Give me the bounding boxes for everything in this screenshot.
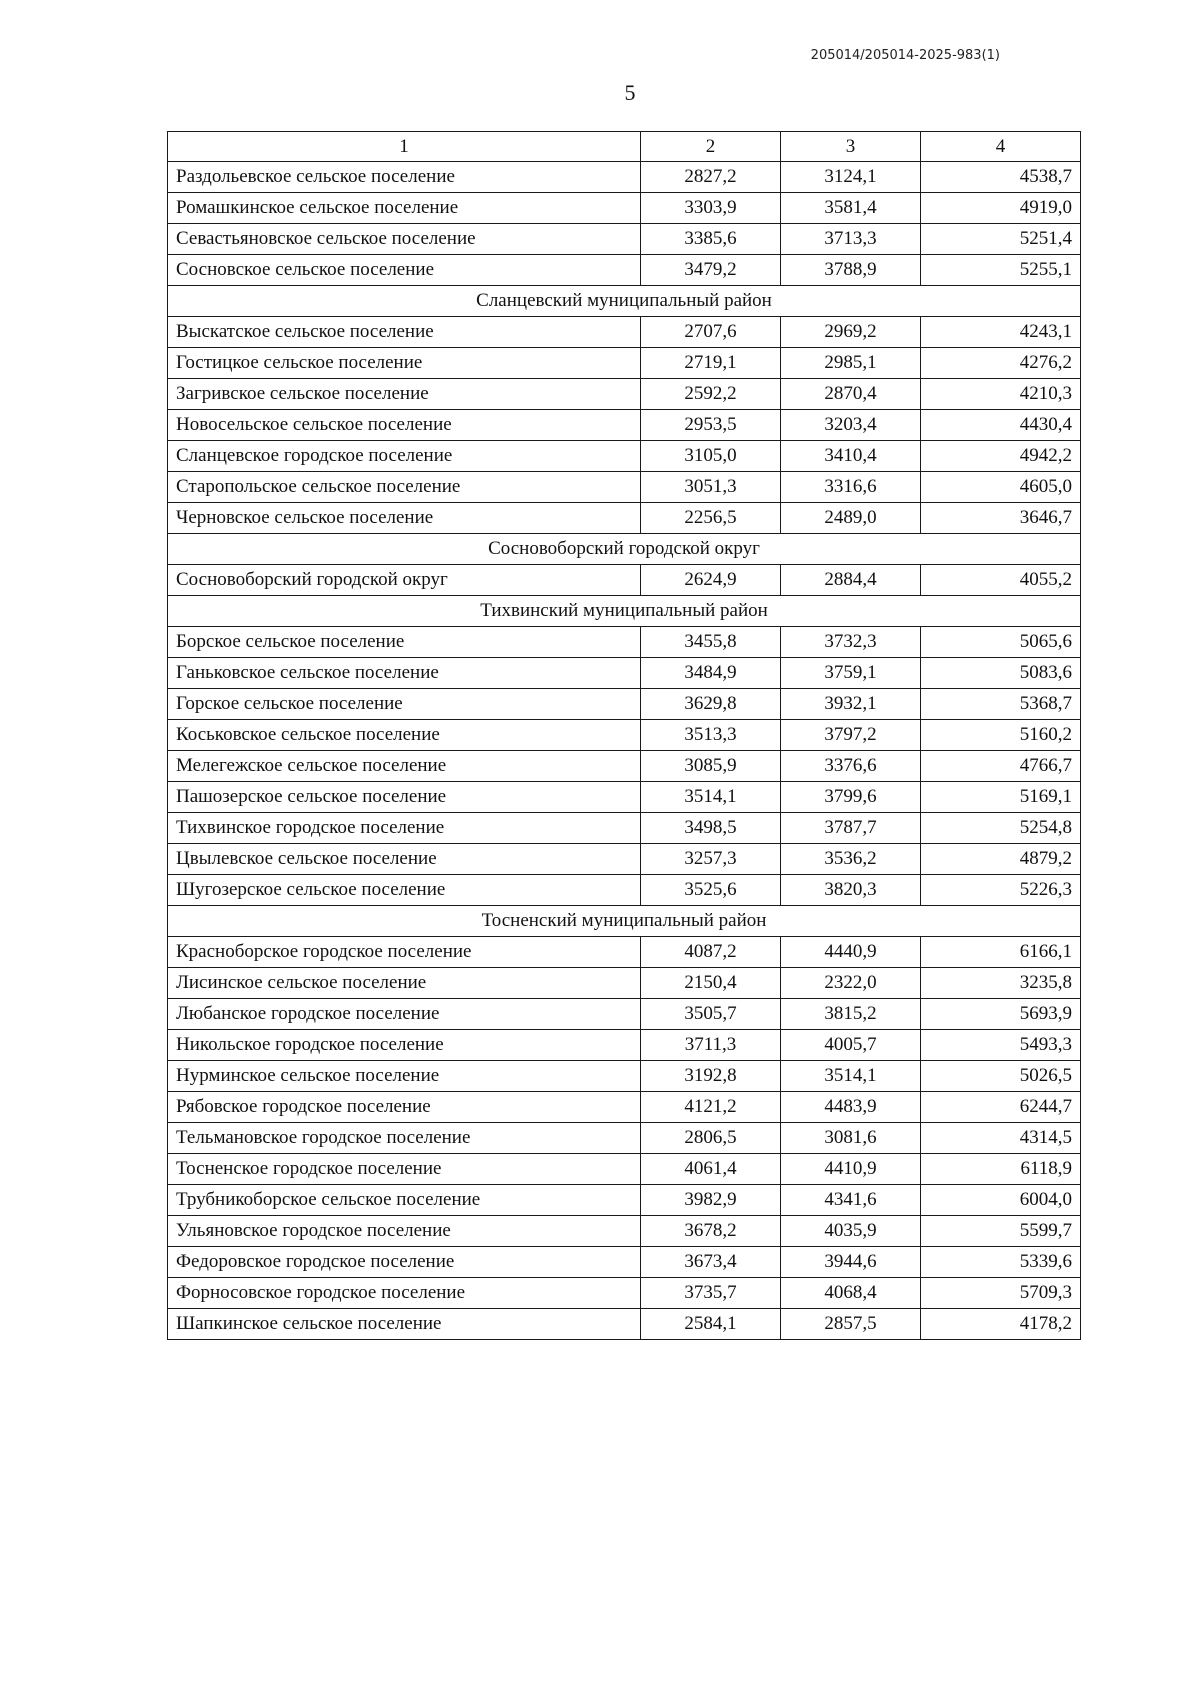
cell-value-col2: 3525,6 (641, 875, 781, 906)
cell-value-col2: 3735,7 (641, 1278, 781, 1309)
cell-value-col2: 3479,2 (641, 255, 781, 286)
cell-value-col2: 3257,3 (641, 844, 781, 875)
cell-value-col4: 5709,3 (921, 1278, 1081, 1309)
cell-value-col3: 2857,5 (781, 1309, 921, 1340)
cell-value-col4: 4243,1 (921, 317, 1081, 348)
cell-value-col4: 4766,7 (921, 751, 1081, 782)
cell-settlement-name: Сосновское сельское поселение (168, 255, 641, 286)
section-header-row (168, 906, 1081, 937)
cell-settlement-name: Шапкинское сельское поселение (168, 1309, 641, 1340)
cell-settlement-name: Гостицкое сельское поселение (168, 348, 641, 379)
cell-settlement-name: Коськовское сельское поселение (168, 720, 641, 751)
cell-value-col2: 3514,1 (641, 782, 781, 813)
cell-value-col4: 5083,6 (921, 658, 1081, 689)
cell-value-col2: 3678,2 (641, 1216, 781, 1247)
cell-value-col3: 3203,4 (781, 410, 921, 441)
cell-value-col2: 2806,5 (641, 1123, 781, 1154)
section-title: Тосненский муниципальный район (168, 906, 1081, 937)
cell-settlement-name: Лисинское сельское поселение (168, 968, 641, 999)
page-number: 5 (624, 80, 636, 105)
table-row (168, 1123, 1081, 1154)
cell-value-col3: 3713,3 (781, 224, 921, 255)
cell-settlement-name: Тихвинское городское поселение (168, 813, 641, 844)
cell-value-col3: 4410,9 (781, 1154, 921, 1185)
table-row (168, 658, 1081, 689)
cell-value-col2: 3505,7 (641, 999, 781, 1030)
cell-settlement-name: Севастьяновское сельское поселение (168, 224, 641, 255)
cell-value-col3: 3316,6 (781, 472, 921, 503)
cell-value-col2: 4121,2 (641, 1092, 781, 1123)
section-title: Сосновоборский городской округ (168, 534, 1081, 565)
cell-settlement-name: Шугозерское сельское поселение (168, 875, 641, 906)
cell-value-col4: 6004,0 (921, 1185, 1081, 1216)
cell-value-col4: 4538,7 (921, 162, 1081, 193)
cell-value-col4: 4210,3 (921, 379, 1081, 410)
cell-value-col3: 3410,4 (781, 441, 921, 472)
cell-value-col2: 3711,3 (641, 1030, 781, 1061)
section-header-row (168, 534, 1081, 565)
cell-value-col2: 2584,1 (641, 1309, 781, 1340)
cell-value-col3: 3514,1 (781, 1061, 921, 1092)
cell-value-col4: 4178,2 (921, 1309, 1081, 1340)
cell-settlement-name: Борское сельское поселение (168, 627, 641, 658)
cell-value-col3: 2969,2 (781, 317, 921, 348)
cell-settlement-name: Сланцевское городское поселение (168, 441, 641, 472)
cell-value-col3: 3944,6 (781, 1247, 921, 1278)
table-row (168, 348, 1081, 379)
cell-value-col2: 2953,5 (641, 410, 781, 441)
cell-settlement-name: Черновское сельское поселение (168, 503, 641, 534)
cell-settlement-name: Цвылевское сельское поселение (168, 844, 641, 875)
table-row (168, 441, 1081, 472)
cell-value-col3: 4005,7 (781, 1030, 921, 1061)
column-header: 2 (641, 132, 781, 162)
cell-value-col4: 5255,1 (921, 255, 1081, 286)
table-body (168, 162, 1081, 1340)
cell-value-col2: 3085,9 (641, 751, 781, 782)
cell-value-col2: 3192,8 (641, 1061, 781, 1092)
cell-value-col4: 6166,1 (921, 937, 1081, 968)
cell-value-col4: 3646,7 (921, 503, 1081, 534)
table-row (168, 1247, 1081, 1278)
data-table (167, 131, 1081, 1340)
cell-value-col2: 3673,4 (641, 1247, 781, 1278)
cell-value-col3: 3797,2 (781, 720, 921, 751)
table-row (168, 472, 1081, 503)
cell-value-col3: 3759,1 (781, 658, 921, 689)
cell-value-col4: 5339,6 (921, 1247, 1081, 1278)
cell-value-col4: 4879,2 (921, 844, 1081, 875)
cell-value-col4: 5693,9 (921, 999, 1081, 1030)
cell-value-col3: 3799,6 (781, 782, 921, 813)
cell-value-col4: 4276,2 (921, 348, 1081, 379)
cell-value-col4: 4605,0 (921, 472, 1081, 503)
cell-value-col3: 3081,6 (781, 1123, 921, 1154)
cell-value-col3: 2870,4 (781, 379, 921, 410)
table-row (168, 410, 1081, 441)
table-row (168, 968, 1081, 999)
cell-settlement-name: Загривское сельское поселение (168, 379, 641, 410)
table-row (168, 193, 1081, 224)
table-row (168, 1092, 1081, 1123)
cell-value-col4: 5026,5 (921, 1061, 1081, 1092)
cell-value-col3: 3820,3 (781, 875, 921, 906)
cell-value-col2: 2707,6 (641, 317, 781, 348)
cell-value-col2: 2592,2 (641, 379, 781, 410)
cell-settlement-name: Сосновоборский городской округ (168, 565, 641, 596)
table-header-row (168, 132, 1081, 162)
cell-value-col2: 2719,1 (641, 348, 781, 379)
table-row (168, 627, 1081, 658)
cell-value-col3: 3581,4 (781, 193, 921, 224)
table-row (168, 844, 1081, 875)
cell-value-col3: 3536,2 (781, 844, 921, 875)
cell-value-col3: 2985,1 (781, 348, 921, 379)
table-row (168, 999, 1081, 1030)
cell-value-col4: 5251,4 (921, 224, 1081, 255)
cell-value-col2: 3385,6 (641, 224, 781, 255)
table-row (168, 379, 1081, 410)
cell-value-col2: 3455,8 (641, 627, 781, 658)
cell-settlement-name: Красноборское городское поселение (168, 937, 641, 968)
table-row (168, 1216, 1081, 1247)
cell-value-col3: 2489,0 (781, 503, 921, 534)
cell-value-col3: 3732,3 (781, 627, 921, 658)
table-row (168, 782, 1081, 813)
cell-value-col4: 4919,0 (921, 193, 1081, 224)
cell-value-col3: 4068,4 (781, 1278, 921, 1309)
cell-settlement-name: Любанское городское поселение (168, 999, 641, 1030)
table-row (168, 1278, 1081, 1309)
section-header-row (168, 286, 1081, 317)
cell-settlement-name: Нурминское сельское поселение (168, 1061, 641, 1092)
cell-value-col2: 2256,5 (641, 503, 781, 534)
cell-value-col3: 4035,9 (781, 1216, 921, 1247)
cell-value-col4: 4314,5 (921, 1123, 1081, 1154)
cell-value-col4: 5169,1 (921, 782, 1081, 813)
table-row (168, 1061, 1081, 1092)
cell-value-col2: 3303,9 (641, 193, 781, 224)
cell-value-col2: 3513,3 (641, 720, 781, 751)
cell-value-col3: 3788,9 (781, 255, 921, 286)
cell-settlement-name: Рябовское городское поселение (168, 1092, 641, 1123)
table-row (168, 813, 1081, 844)
cell-settlement-name: Пашозерское сельское поселение (168, 782, 641, 813)
cell-settlement-name: Ромашкинское сельское поселение (168, 193, 641, 224)
table-row (168, 1185, 1081, 1216)
cell-value-col3: 3124,1 (781, 162, 921, 193)
cell-value-col4: 5226,3 (921, 875, 1081, 906)
cell-settlement-name: Новосельское сельское поселение (168, 410, 641, 441)
cell-value-col4: 4055,2 (921, 565, 1081, 596)
cell-settlement-name: Трубникоборское сельское поселение (168, 1185, 641, 1216)
table-row (168, 1030, 1081, 1061)
section-title: Сланцевский муниципальный район (168, 286, 1081, 317)
table-row (168, 689, 1081, 720)
table-row (168, 565, 1081, 596)
cell-settlement-name: Мелегежское сельское поселение (168, 751, 641, 782)
cell-value-col2: 2827,2 (641, 162, 781, 193)
column-header: 4 (921, 132, 1081, 162)
cell-value-col4: 5254,8 (921, 813, 1081, 844)
cell-value-col3: 3815,2 (781, 999, 921, 1030)
cell-value-col4: 5065,6 (921, 627, 1081, 658)
cell-value-col3: 2884,4 (781, 565, 921, 596)
table-row (168, 255, 1081, 286)
cell-value-col3: 3932,1 (781, 689, 921, 720)
column-header: 3 (781, 132, 921, 162)
cell-settlement-name: Тельмановское городское поселение (168, 1123, 641, 1154)
table-row (168, 937, 1081, 968)
cell-value-col2: 3629,8 (641, 689, 781, 720)
cell-value-col2: 4087,2 (641, 937, 781, 968)
table-row (168, 162, 1081, 193)
cell-value-col4: 4430,4 (921, 410, 1081, 441)
cell-value-col3: 4440,9 (781, 937, 921, 968)
cell-value-col3: 4341,6 (781, 1185, 921, 1216)
table-row (168, 751, 1081, 782)
cell-settlement-name: Ульяновское городское поселение (168, 1216, 641, 1247)
cell-settlement-name: Ганьковское сельское поселение (168, 658, 641, 689)
cell-value-col3: 4483,9 (781, 1092, 921, 1123)
cell-value-col2: 3982,9 (641, 1185, 781, 1216)
cell-value-col4: 6244,7 (921, 1092, 1081, 1123)
cell-value-col2: 4061,4 (641, 1154, 781, 1185)
cell-value-col4: 5160,2 (921, 720, 1081, 751)
cell-value-col4: 4942,2 (921, 441, 1081, 472)
cell-value-col4: 5493,3 (921, 1030, 1081, 1061)
cell-value-col2: 3051,3 (641, 472, 781, 503)
cell-settlement-name: Никольское городское поселение (168, 1030, 641, 1061)
cell-value-col2: 2624,9 (641, 565, 781, 596)
cell-settlement-name: Старопольское сельское поселение (168, 472, 641, 503)
section-header-row (168, 596, 1081, 627)
cell-value-col3: 3376,6 (781, 751, 921, 782)
cell-value-col2: 3105,0 (641, 441, 781, 472)
column-header: 1 (168, 132, 641, 162)
cell-settlement-name: Федоровское городское поселение (168, 1247, 641, 1278)
cell-value-col4: 3235,8 (921, 968, 1081, 999)
document-id: 205014/205014-2025-983(1) (810, 48, 1000, 63)
cell-value-col3: 3787,7 (781, 813, 921, 844)
cell-value-col4: 6118,9 (921, 1154, 1081, 1185)
table-row (168, 1309, 1081, 1340)
table-row (168, 720, 1081, 751)
cell-value-col3: 2322,0 (781, 968, 921, 999)
cell-settlement-name: Горское сельское поселение (168, 689, 641, 720)
cell-value-col4: 5368,7 (921, 689, 1081, 720)
table-row (168, 317, 1081, 348)
section-title: Тихвинский муниципальный район (168, 596, 1081, 627)
cell-value-col2: 2150,4 (641, 968, 781, 999)
table-row (168, 503, 1081, 534)
cell-value-col2: 3498,5 (641, 813, 781, 844)
cell-settlement-name: Раздольевское сельское поселение (168, 162, 641, 193)
table-row (168, 224, 1081, 255)
cell-settlement-name: Тосненское городское поселение (168, 1154, 641, 1185)
cell-settlement-name: Форносовское городское поселение (168, 1278, 641, 1309)
cell-value-col2: 3484,9 (641, 658, 781, 689)
cell-settlement-name: Выскатское сельское поселение (168, 317, 641, 348)
cell-value-col4: 5599,7 (921, 1216, 1081, 1247)
table-row (168, 1154, 1081, 1185)
table-row (168, 875, 1081, 906)
